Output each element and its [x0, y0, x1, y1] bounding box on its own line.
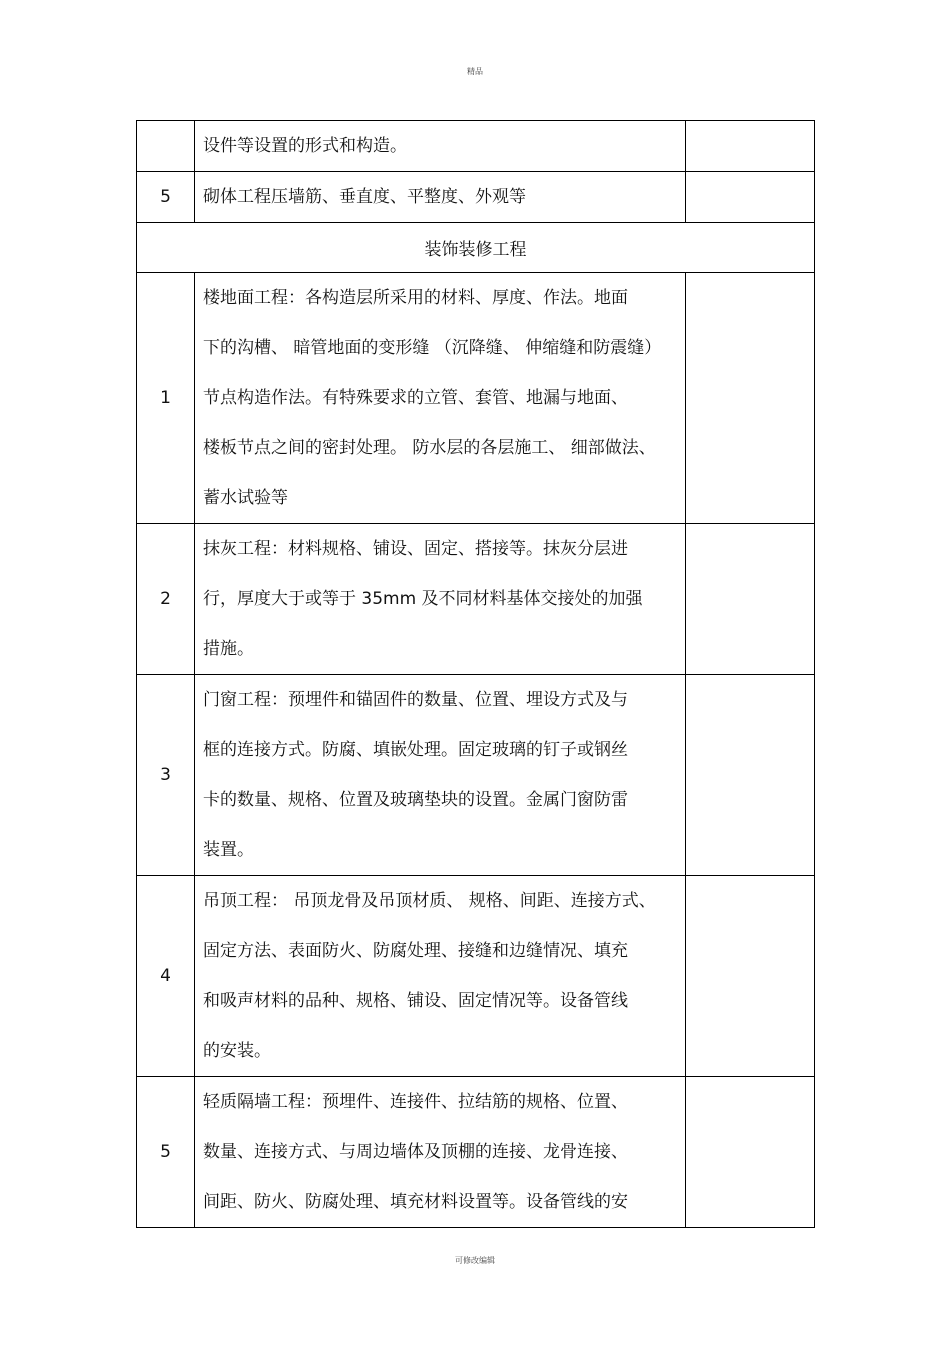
row-number: 3: [137, 675, 195, 876]
description-line: 吊顶工程： 吊顶龙骨及吊顶材质、 规格、间距、连接方式、: [203, 891, 656, 911]
description-line: 下的沟槽、 暗管地面的变形缝 （沉降缝、 伸缩缝和防震缝）: [203, 338, 662, 358]
description-line: 数量、连接方式、与周边墙体及顶棚的连接、龙骨连接、: [203, 1142, 628, 1162]
row-remark-cell: [686, 121, 815, 172]
row-number: 5: [137, 1077, 195, 1228]
row-description: [195, 273, 686, 524]
description-line: 措施。: [203, 639, 254, 659]
description-line: 楼地面工程：各构造层所采用的材料、厚度、作法。地面: [203, 288, 628, 308]
row-description: [195, 1077, 686, 1228]
description-line: 的安装。: [203, 1041, 271, 1061]
description-line: 框的连接方式。防腐、填嵌处理。固定玻璃的钉子或钢丝: [203, 740, 628, 760]
row-description: [195, 876, 686, 1077]
row-remark-cell: [686, 1077, 815, 1228]
row-number: 1: [137, 273, 195, 524]
description-line: 装置。: [203, 840, 254, 860]
row-remark-cell: [686, 273, 815, 524]
row-number: 2: [137, 524, 195, 675]
description-line: 设件等设置的形式和构造。: [203, 136, 407, 156]
description-line: 抹灰工程：材料规格、铺设、固定、搭接等。抹灰分层进: [203, 539, 628, 559]
row-remark-cell: [686, 524, 815, 675]
description-line: 蓄水试验等: [203, 488, 288, 508]
description-line: 和吸声材料的品种、规格、铺设、固定情况等。设备管线: [203, 991, 628, 1011]
description-line: 节点构造作法。有特殊要求的立管、套管、地漏与地面、: [203, 388, 628, 408]
description-line: 砌体工程压墙筋、垂直度、平整度、外观等: [203, 187, 526, 207]
description-line: 楼板节点之间的密封处理。 防水层的各层施工、 细部做法、: [203, 438, 656, 458]
table-row: [137, 524, 815, 675]
table-row: [137, 172, 815, 223]
table-row: [137, 876, 815, 1077]
description-line: 门窗工程：预埋件和锚固件的数量、位置、埋设方式及与: [203, 690, 628, 710]
row-number: [137, 121, 195, 172]
table-row: [137, 121, 815, 172]
table-row: [137, 1077, 815, 1228]
description-line: 轻质隔墙工程：预埋件、连接件、拉结筋的规格、位置、: [203, 1092, 628, 1112]
section-row: [137, 223, 815, 273]
description-line: 卡的数量、规格、位置及玻璃垫块的设置。金属门窗防雷: [203, 790, 628, 810]
row-number: 5: [137, 172, 195, 223]
inspection-table: [136, 120, 815, 1228]
row-number: 4: [137, 876, 195, 1077]
description-line: 间距、防火、防腐处理、填充材料设置等。设备管线的安: [203, 1192, 628, 1212]
row-remark-cell: [686, 675, 815, 876]
row-description: [195, 675, 686, 876]
description-line: 行，厚度大于或等于 35mm 及不同材料基体交接处的加强: [203, 589, 643, 609]
page-header: 精品: [467, 67, 483, 76]
page-footer: 可修改编辑: [455, 1256, 495, 1265]
section-title: 装饰装修工程: [137, 223, 815, 273]
row-description: [195, 524, 686, 675]
description-line: 固定方法、表面防火、防腐处理、接缝和边缝情况、填充: [203, 941, 628, 961]
row-description: [195, 121, 686, 172]
table-row: [137, 675, 815, 876]
row-description: [195, 172, 686, 223]
table-row: [137, 273, 815, 524]
row-remark-cell: [686, 876, 815, 1077]
row-remark-cell: [686, 172, 815, 223]
